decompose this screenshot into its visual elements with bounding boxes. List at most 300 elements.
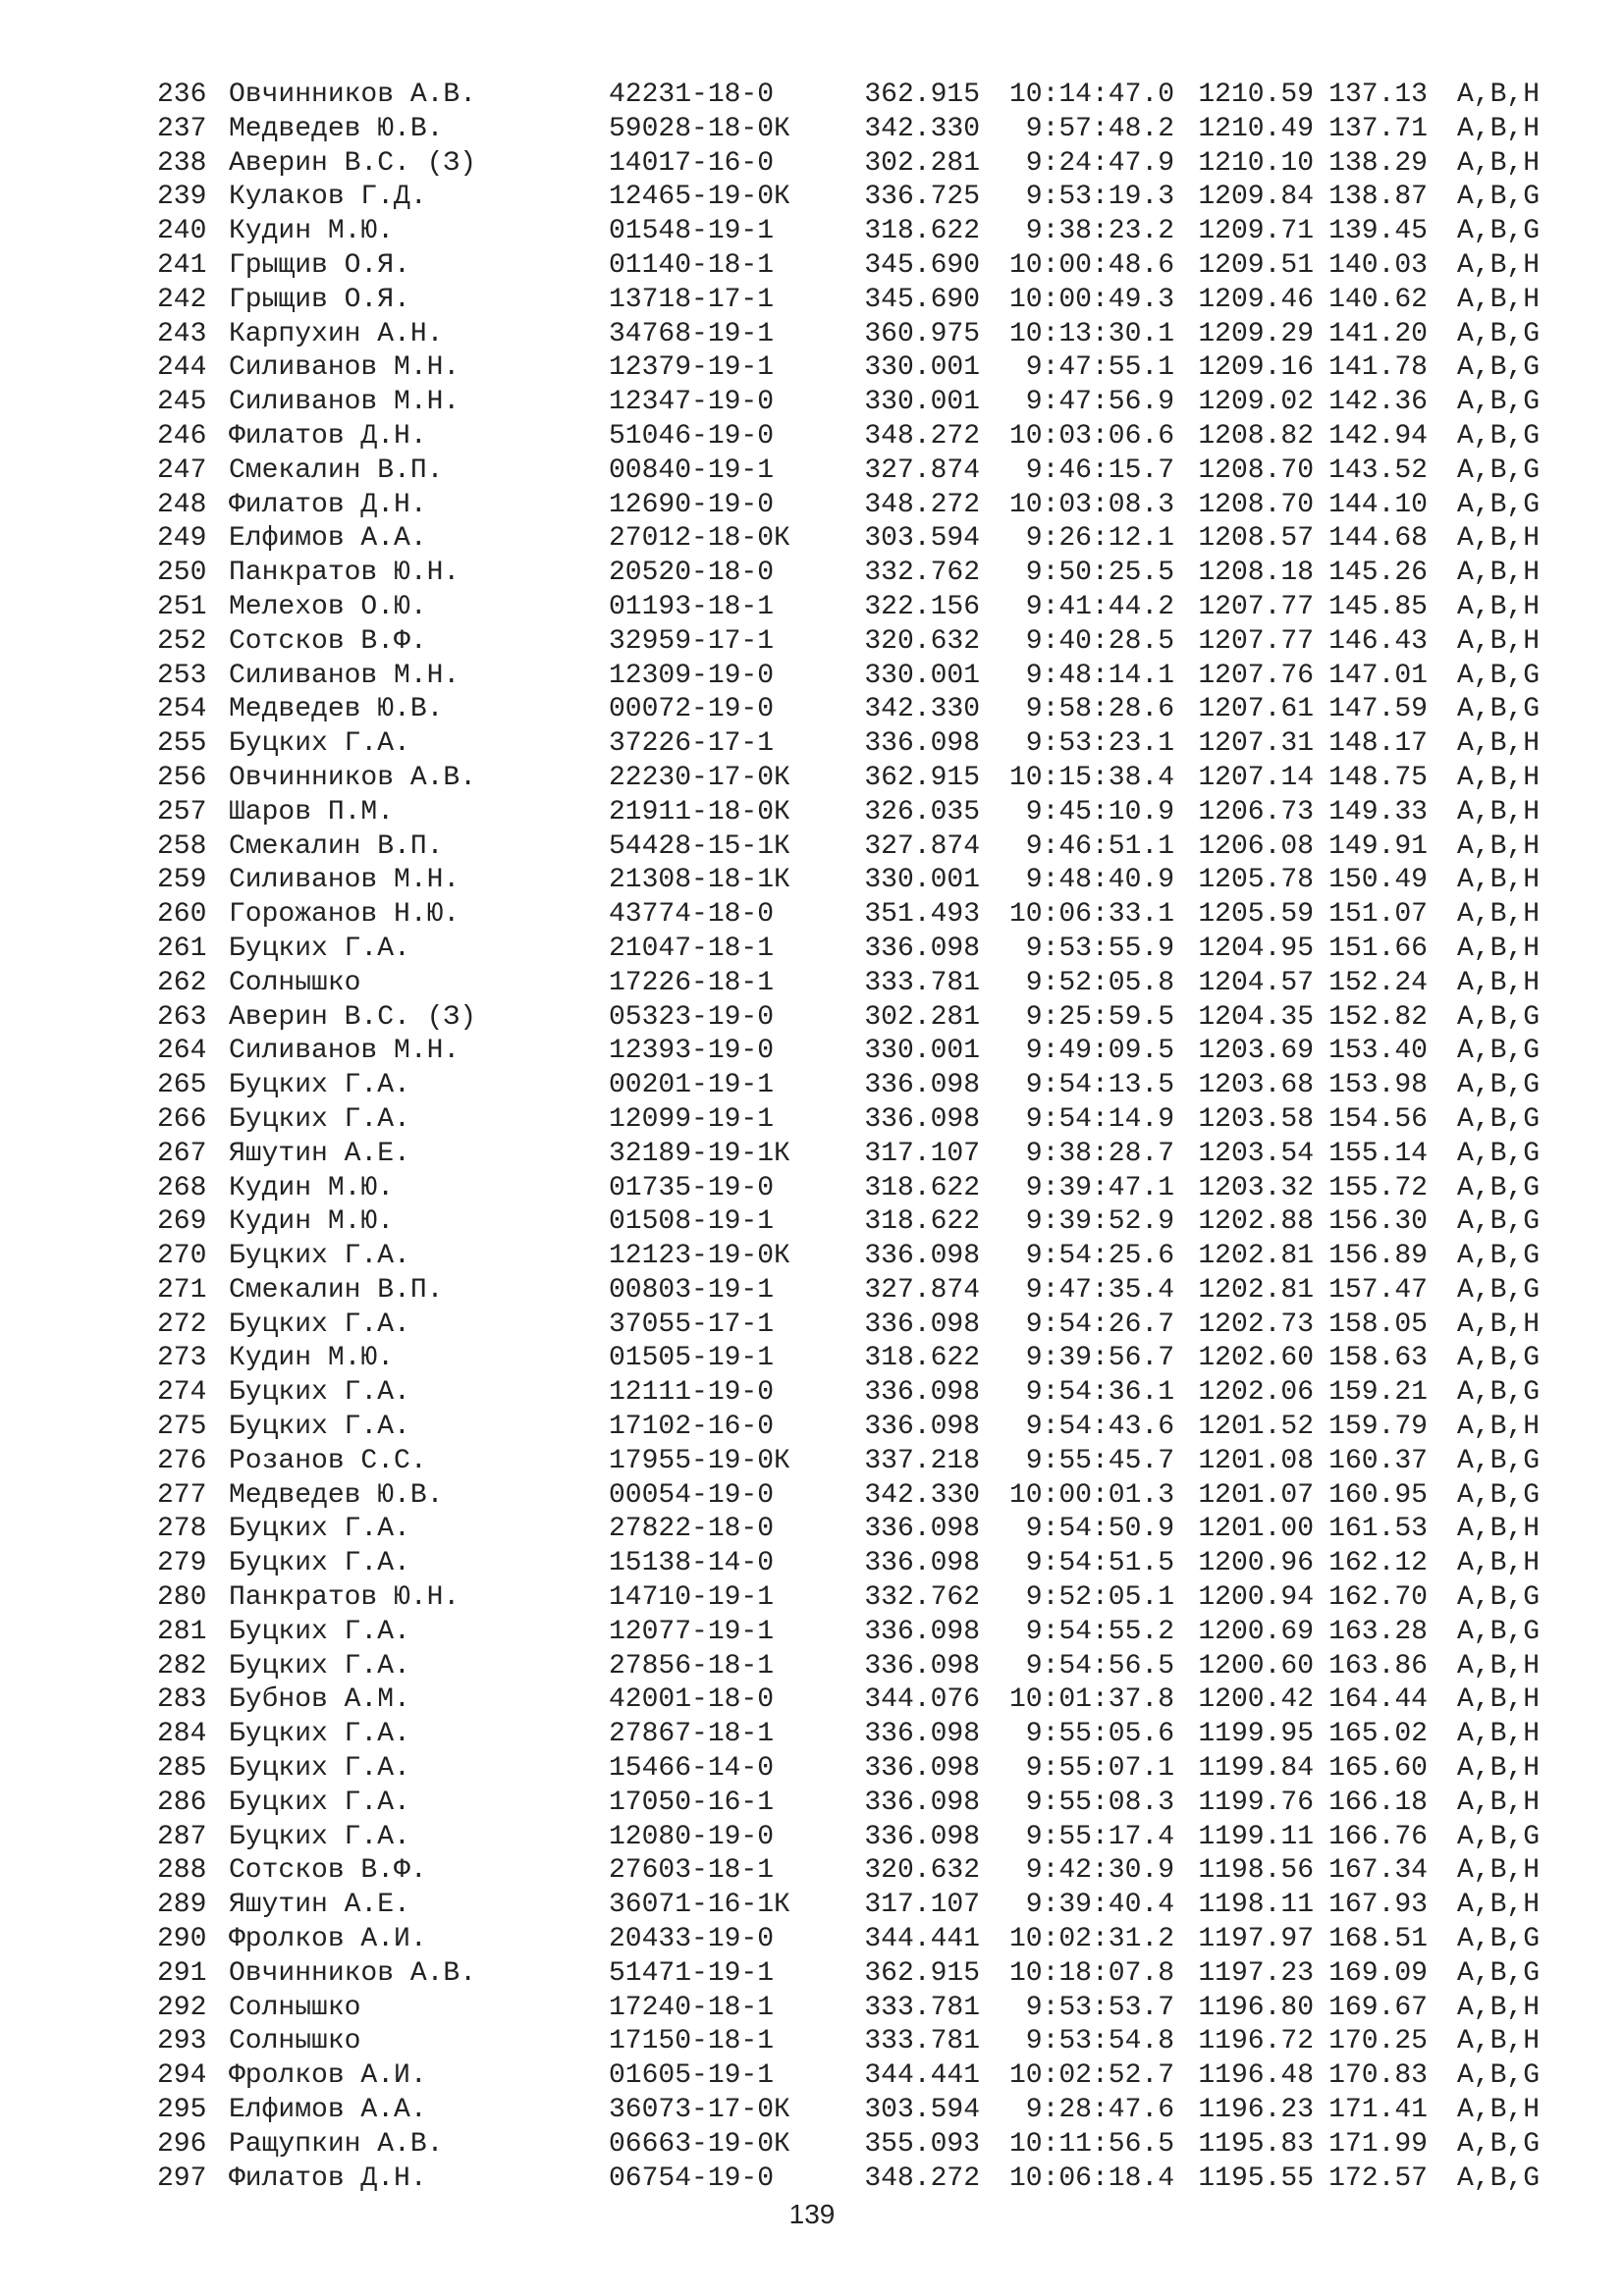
row-number: 296: [157, 2128, 207, 2160]
distance: 336.098: [864, 1821, 980, 1852]
group-codes: A,B,G: [1457, 1241, 1541, 1272]
arrival-time: 9:53:53.7: [1025, 1992, 1174, 2023]
speed: 1208.18: [1198, 558, 1314, 589]
arrival-time: 9:53:55.9: [1025, 933, 1174, 964]
ring-number: 27822-18-0: [609, 1514, 775, 1545]
fancier-name: Буцких Г.А.: [229, 1616, 410, 1647]
arrival-time: 9:54:36.1: [1025, 1377, 1174, 1409]
distance: 337.218: [864, 1445, 980, 1476]
speed: 1198.56: [1198, 1855, 1314, 1887]
group-codes: A,B,H: [1457, 933, 1541, 964]
ring-number: 01505-19-1: [609, 1343, 775, 1374]
speed: 1210.59: [1198, 80, 1314, 110]
points: 155.14: [1328, 1138, 1428, 1169]
group-codes: A,B,G: [1457, 2060, 1541, 2092]
speed: 1199.95: [1198, 1719, 1314, 1750]
ring-number: 27867-18-1: [609, 1719, 775, 1750]
group-codes: A,B,G: [1457, 2163, 1541, 2194]
arrival-time: 9:58:28.6: [1025, 694, 1174, 725]
ring-number: 15138-14-0: [609, 1548, 775, 1579]
group-codes: A,B,H: [1457, 1548, 1541, 1579]
group-codes: A,B,H: [1457, 967, 1541, 998]
fancier-name: Буцких Г.А.: [229, 1821, 410, 1852]
speed: 1200.60: [1198, 1650, 1314, 1682]
fancier-name: Силиванов М.Н.: [229, 660, 460, 691]
arrival-time: 10:14:47.0: [1008, 80, 1174, 110]
distance: 345.690: [864, 249, 980, 281]
row-number: 269: [157, 1206, 207, 1238]
distance: 318.622: [864, 216, 980, 247]
fancier-name: Медведев Ю.В.: [229, 694, 444, 725]
arrival-time: 10:11:56.5: [1008, 2128, 1174, 2160]
row-number: 268: [157, 1172, 207, 1203]
fancier-name: Яшутин А.Е.: [229, 1138, 410, 1169]
distance: 336.098: [864, 1548, 980, 1579]
points: 144.10: [1328, 489, 1428, 520]
speed: 1201.52: [1198, 1412, 1314, 1443]
distance: 355.093: [864, 2128, 980, 2160]
points: 153.40: [1328, 1036, 1428, 1067]
ring-number: 00803-19-1: [609, 1274, 775, 1306]
group-codes: A,B,H: [1457, 2026, 1541, 2057]
ring-number: 37226-17-1: [609, 728, 775, 760]
arrival-time: 9:39:56.7: [1025, 1343, 1174, 1374]
arrival-time: 9:24:47.9: [1025, 147, 1174, 179]
speed: 1209.02: [1198, 387, 1314, 418]
row-number: 245: [157, 387, 207, 418]
speed: 1209.16: [1198, 352, 1314, 384]
speed: 1207.76: [1198, 660, 1314, 691]
group-codes: A,B,G: [1457, 1070, 1541, 1101]
ring-number: 12080-19-0: [609, 1821, 775, 1852]
speed: 1205.59: [1198, 899, 1314, 931]
speed: 1200.94: [1198, 1582, 1314, 1614]
distance: 342.330: [864, 694, 980, 725]
points: 154.56: [1328, 1103, 1428, 1135]
arrival-time: 9:54:13.5: [1025, 1070, 1174, 1101]
arrival-time: 10:18:07.8: [1008, 1957, 1174, 1989]
speed: 1195.83: [1198, 2128, 1314, 2160]
group-codes: A,B,G: [1457, 454, 1541, 486]
group-codes: A,B,G: [1457, 1001, 1541, 1033]
group-codes: A,B,H: [1457, 1514, 1541, 1545]
distance: 327.874: [864, 454, 980, 486]
ring-number: 01548-19-1: [609, 216, 775, 247]
row-number: 250: [157, 558, 207, 589]
speed: 1203.32: [1198, 1172, 1314, 1203]
points: 148.75: [1328, 762, 1428, 793]
ring-number: 34768-19-1: [609, 318, 775, 349]
points: 140.62: [1328, 284, 1428, 315]
fancier-name: Солнышко: [229, 2026, 361, 2057]
fancier-name: Буцких Г.А.: [229, 1308, 410, 1340]
points: 170.83: [1328, 2060, 1428, 2092]
points: 163.86: [1328, 1650, 1428, 1682]
row-number: 283: [157, 1684, 207, 1716]
arrival-time: 9:54:14.9: [1025, 1103, 1174, 1135]
arrival-time: 9:47:35.4: [1025, 1274, 1174, 1306]
distance: 336.098: [864, 1241, 980, 1272]
fancier-name: Грыщив О.Я.: [229, 249, 410, 281]
fancier-name: Кулаков Г.Д.: [229, 182, 427, 213]
row-number: 275: [157, 1412, 207, 1443]
arrival-time: 9:53:23.1: [1025, 728, 1174, 760]
fancier-name: Буцких Г.А.: [229, 1753, 410, 1785]
group-codes: A,B,G: [1457, 1377, 1541, 1409]
points: 171.41: [1328, 2095, 1428, 2126]
speed: 1204.57: [1198, 967, 1314, 998]
distance: 336.098: [864, 1719, 980, 1750]
fancier-name: Смекалин В.П.: [229, 454, 444, 486]
row-number: 257: [157, 796, 207, 828]
row-number: 238: [157, 147, 207, 179]
distance: 302.281: [864, 147, 980, 179]
row-number: 297: [157, 2163, 207, 2194]
group-codes: A,B,G: [1457, 1036, 1541, 1067]
ring-number: 21047-18-1: [609, 933, 775, 964]
speed: 1203.68: [1198, 1070, 1314, 1101]
row-number: 265: [157, 1070, 207, 1101]
ring-number: 17102-16-0: [609, 1412, 775, 1443]
points: 145.85: [1328, 591, 1428, 622]
fancier-name: Грыщив О.Я.: [229, 284, 410, 315]
row-number: 242: [157, 284, 207, 315]
fancier-name: Силиванов М.Н.: [229, 352, 460, 384]
fancier-name: Буцких Г.А.: [229, 1241, 410, 1272]
group-codes: A,B,H: [1457, 1787, 1541, 1818]
ring-number: 20433-19-0: [609, 1924, 775, 1955]
points: 137.13: [1328, 80, 1428, 110]
group-codes: A,B,H: [1457, 1855, 1541, 1887]
points: 171.99: [1328, 2128, 1428, 2160]
fancier-name: Смекалин В.П.: [229, 830, 444, 862]
row-number: 254: [157, 694, 207, 725]
fancier-name: Аверин В.С. (З): [229, 147, 477, 179]
group-codes: A,B,H: [1457, 591, 1541, 622]
speed: 1195.55: [1198, 2163, 1314, 2194]
arrival-time: 9:54:43.6: [1025, 1412, 1174, 1443]
points: 153.98: [1328, 1070, 1428, 1101]
arrival-time: 9:54:26.7: [1025, 1308, 1174, 1340]
speed: 1207.77: [1198, 625, 1314, 657]
distance: 330.001: [864, 1036, 980, 1067]
distance: 330.001: [864, 660, 980, 691]
speed: 1208.82: [1198, 420, 1314, 452]
ring-number: 05323-19-0: [609, 1001, 775, 1033]
distance: 303.594: [864, 2095, 980, 2126]
speed: 1208.70: [1198, 489, 1314, 520]
fancier-name: Филатов Д.Н.: [229, 420, 427, 452]
ring-number: 12309-19-0: [609, 660, 775, 691]
distance: 330.001: [864, 865, 980, 896]
arrival-time: 9:39:47.1: [1025, 1172, 1174, 1203]
points: 172.57: [1328, 2163, 1428, 2194]
arrival-time: 9:55:08.3: [1025, 1787, 1174, 1818]
ring-number: 12690-19-0: [609, 489, 775, 520]
ring-number: 14017-16-0: [609, 147, 775, 179]
fancier-name: Мелехов О.Ю.: [229, 591, 427, 622]
row-number: 294: [157, 2060, 207, 2092]
row-number: 266: [157, 1103, 207, 1135]
ring-number: 06663-19-0К: [609, 2128, 790, 2160]
distance: 344.441: [864, 2060, 980, 2092]
row-number: 282: [157, 1650, 207, 1682]
speed: 1203.69: [1198, 1036, 1314, 1067]
speed: 1207.77: [1198, 591, 1314, 622]
row-number: 295: [157, 2095, 207, 2126]
group-codes: A,B,H: [1457, 865, 1541, 896]
speed: 1202.73: [1198, 1308, 1314, 1340]
ring-number: 36073-17-0К: [609, 2095, 790, 2126]
group-codes: A,B,H: [1457, 2095, 1541, 2126]
fancier-name: Буцких Г.А.: [229, 1787, 410, 1818]
group-codes: A,B,H: [1457, 899, 1541, 931]
ring-number: 15466-14-0: [609, 1753, 775, 1785]
speed: 1196.23: [1198, 2095, 1314, 2126]
distance: 336.098: [864, 1412, 980, 1443]
arrival-time: 9:47:56.9: [1025, 387, 1174, 418]
group-codes: A,B,G: [1457, 1274, 1541, 1306]
distance: 336.098: [864, 1308, 980, 1340]
arrival-time: 9:39:40.4: [1025, 1890, 1174, 1921]
arrival-time: 9:41:44.2: [1025, 591, 1174, 622]
row-number: 270: [157, 1241, 207, 1272]
arrival-time: 10:03:08.3: [1008, 489, 1174, 520]
fancier-name: Бубнов А.М.: [229, 1684, 410, 1716]
fancier-name: Кудин М.Ю.: [229, 216, 395, 247]
ring-number: 12347-19-0: [609, 387, 775, 418]
distance: 332.762: [864, 1582, 980, 1614]
arrival-time: 9:49:09.5: [1025, 1036, 1174, 1067]
points: 165.60: [1328, 1753, 1428, 1785]
arrival-time: 9:38:23.2: [1025, 216, 1174, 247]
arrival-time: 9:52:05.1: [1025, 1582, 1174, 1614]
speed: 1207.31: [1198, 728, 1314, 760]
group-codes: A,B,G: [1457, 1479, 1541, 1511]
fancier-name: Елфимов А.А.: [229, 2095, 427, 2126]
row-number: 284: [157, 1719, 207, 1750]
row-number: 292: [157, 1992, 207, 2023]
ring-number: 12077-19-1: [609, 1616, 775, 1647]
group-codes: A,B,H: [1457, 762, 1541, 793]
ring-number: 27856-18-1: [609, 1650, 775, 1682]
points: 170.25: [1328, 2026, 1428, 2057]
ring-number: 00201-19-1: [609, 1070, 775, 1101]
fancier-name: Горожанов Н.Ю.: [229, 899, 460, 931]
group-codes: A,B,G: [1457, 216, 1541, 247]
distance: 318.622: [864, 1206, 980, 1238]
distance: 336.098: [864, 1514, 980, 1545]
fancier-name: Силиванов М.Н.: [229, 387, 460, 418]
distance: 351.493: [864, 899, 980, 931]
distance: 342.330: [864, 113, 980, 144]
arrival-time: 10:02:31.2: [1008, 1924, 1174, 1955]
speed: 1202.81: [1198, 1241, 1314, 1272]
fancier-name: Смекалин В.П.: [229, 1274, 444, 1306]
arrival-time: 9:39:52.9: [1025, 1206, 1174, 1238]
speed: 1197.23: [1198, 1957, 1314, 1989]
distance: 362.915: [864, 762, 980, 793]
row-number: 261: [157, 933, 207, 964]
fancier-name: Панкратов Ю.Н.: [229, 558, 460, 589]
ring-number: 01605-19-1: [609, 2060, 775, 2092]
ring-number: 27012-18-0К: [609, 523, 790, 555]
speed: 1208.70: [1198, 454, 1314, 486]
group-codes: A,B,G: [1457, 1138, 1541, 1169]
points: 159.79: [1328, 1412, 1428, 1443]
points: 163.28: [1328, 1616, 1428, 1647]
fancier-name: Буцких Г.А.: [229, 1719, 410, 1750]
distance: 318.622: [864, 1343, 980, 1374]
distance: 333.781: [864, 1992, 980, 2023]
arrival-time: 9:54:51.5: [1025, 1548, 1174, 1579]
speed: 1200.69: [1198, 1616, 1314, 1647]
group-codes: A,B,G: [1457, 1343, 1541, 1374]
speed: 1210.10: [1198, 147, 1314, 179]
speed: 1196.72: [1198, 2026, 1314, 2057]
distance: 345.690: [864, 284, 980, 315]
ring-number: 12379-19-1: [609, 352, 775, 384]
arrival-time: 9:57:48.2: [1025, 113, 1174, 144]
fancier-name: Буцких Г.А.: [229, 1548, 410, 1579]
fancier-name: Карпухин А.Н.: [229, 318, 444, 349]
arrival-time: 10:13:30.1: [1008, 318, 1174, 349]
row-number: 241: [157, 249, 207, 281]
arrival-time: 10:00:49.3: [1008, 284, 1174, 315]
fancier-name: Ращупкин А.В.: [229, 2128, 444, 2160]
speed: 1201.00: [1198, 1514, 1314, 1545]
distance: 322.156: [864, 591, 980, 622]
speed: 1206.08: [1198, 830, 1314, 862]
fancier-name: Яшутин А.Е.: [229, 1890, 410, 1921]
speed: 1203.58: [1198, 1103, 1314, 1135]
speed: 1196.80: [1198, 1992, 1314, 2023]
fancier-name: Фролков А.И.: [229, 2060, 427, 2092]
points: 138.87: [1328, 182, 1428, 213]
fancier-name: Сотсков В.Ф.: [229, 625, 427, 657]
points: 167.34: [1328, 1855, 1428, 1887]
ring-number: 21911-18-0К: [609, 796, 790, 828]
arrival-time: 9:54:56.5: [1025, 1650, 1174, 1682]
points: 143.52: [1328, 454, 1428, 486]
points: 147.01: [1328, 660, 1428, 691]
fancier-name: Солнышко: [229, 967, 361, 998]
row-number: 247: [157, 454, 207, 486]
row-number: 260: [157, 899, 207, 931]
distance: 317.107: [864, 1138, 980, 1169]
ring-number: 00072-19-0: [609, 694, 775, 725]
group-codes: A,B,H: [1457, 625, 1541, 657]
group-codes: A,B,H: [1457, 728, 1541, 760]
group-codes: A,B,H: [1457, 1992, 1541, 2023]
group-codes: A,B,H: [1457, 558, 1541, 589]
points: 166.18: [1328, 1787, 1428, 1818]
row-number: 253: [157, 660, 207, 691]
group-codes: A,B,G: [1457, 1924, 1541, 1955]
fancier-name: Буцких Г.А.: [229, 1412, 410, 1443]
row-number: 262: [157, 967, 207, 998]
ring-number: 13718-17-1: [609, 284, 775, 315]
row-number: 289: [157, 1890, 207, 1921]
distance: 317.107: [864, 1890, 980, 1921]
arrival-time: 9:54:50.9: [1025, 1514, 1174, 1545]
speed: 1200.96: [1198, 1548, 1314, 1579]
fancier-name: Розанов С.С.: [229, 1445, 427, 1476]
speed: 1209.29: [1198, 318, 1314, 349]
distance: 303.594: [864, 523, 980, 555]
speed: 1199.84: [1198, 1753, 1314, 1785]
row-number: 264: [157, 1036, 207, 1067]
points: 142.36: [1328, 387, 1428, 418]
fancier-name: Панкратов Ю.Н.: [229, 1582, 460, 1614]
group-codes: A,B,G: [1457, 1172, 1541, 1203]
points: 167.93: [1328, 1890, 1428, 1921]
ring-number: 54428-15-1К: [609, 830, 790, 862]
points: 152.82: [1328, 1001, 1428, 1033]
row-number: 276: [157, 1445, 207, 1476]
points: 142.94: [1328, 420, 1428, 452]
distance: 333.781: [864, 2026, 980, 2057]
group-codes: A,B,H: [1457, 523, 1541, 555]
speed: 1202.60: [1198, 1343, 1314, 1374]
fancier-name: Кудин М.Ю.: [229, 1343, 395, 1374]
points: 162.70: [1328, 1582, 1428, 1614]
distance: 360.975: [864, 318, 980, 349]
speed: 1209.71: [1198, 216, 1314, 247]
distance: 336.098: [864, 1787, 980, 1818]
speed: 1209.51: [1198, 249, 1314, 281]
group-codes: A,B,H: [1457, 1753, 1541, 1785]
group-codes: A,B,H: [1457, 1412, 1541, 1443]
arrival-time: 9:38:28.7: [1025, 1138, 1174, 1169]
speed: 1207.14: [1198, 762, 1314, 793]
distance: 362.915: [864, 80, 980, 110]
distance: 336.098: [864, 1070, 980, 1101]
speed: 1198.11: [1198, 1890, 1314, 1921]
row-number: 285: [157, 1753, 207, 1785]
arrival-time: 9:47:55.1: [1025, 352, 1174, 384]
arrival-time: 9:46:15.7: [1025, 454, 1174, 486]
group-codes: A,B,H: [1457, 249, 1541, 281]
points: 146.43: [1328, 625, 1428, 657]
group-codes: A,B,G: [1457, 1821, 1541, 1852]
row-number: 259: [157, 865, 207, 896]
row-number: 293: [157, 2026, 207, 2057]
points: 164.44: [1328, 1684, 1428, 1716]
arrival-time: 10:06:33.1: [1008, 899, 1174, 931]
row-number: 263: [157, 1001, 207, 1033]
group-codes: A,B,G: [1457, 1103, 1541, 1135]
points: 148.17: [1328, 728, 1428, 760]
fancier-name: Кудин М.Ю.: [229, 1206, 395, 1238]
points: 169.67: [1328, 1992, 1428, 2023]
distance: 336.098: [864, 1650, 980, 1682]
fancier-name: Буцких Г.А.: [229, 1377, 410, 1409]
points: 160.37: [1328, 1445, 1428, 1476]
row-number: 237: [157, 113, 207, 144]
arrival-time: 10:01:37.8: [1008, 1684, 1174, 1716]
points: 157.47: [1328, 1274, 1428, 1306]
ring-number: 17226-18-1: [609, 967, 775, 998]
points: 152.24: [1328, 967, 1428, 998]
points: 165.02: [1328, 1719, 1428, 1750]
points: 140.03: [1328, 249, 1428, 281]
fancier-name: Овчинников А.В.: [229, 762, 477, 793]
group-codes: A,B,G: [1457, 182, 1541, 213]
group-codes: A,B,G: [1457, 1445, 1541, 1476]
ring-number: 12111-19-0: [609, 1377, 775, 1409]
distance: 327.874: [864, 1274, 980, 1306]
